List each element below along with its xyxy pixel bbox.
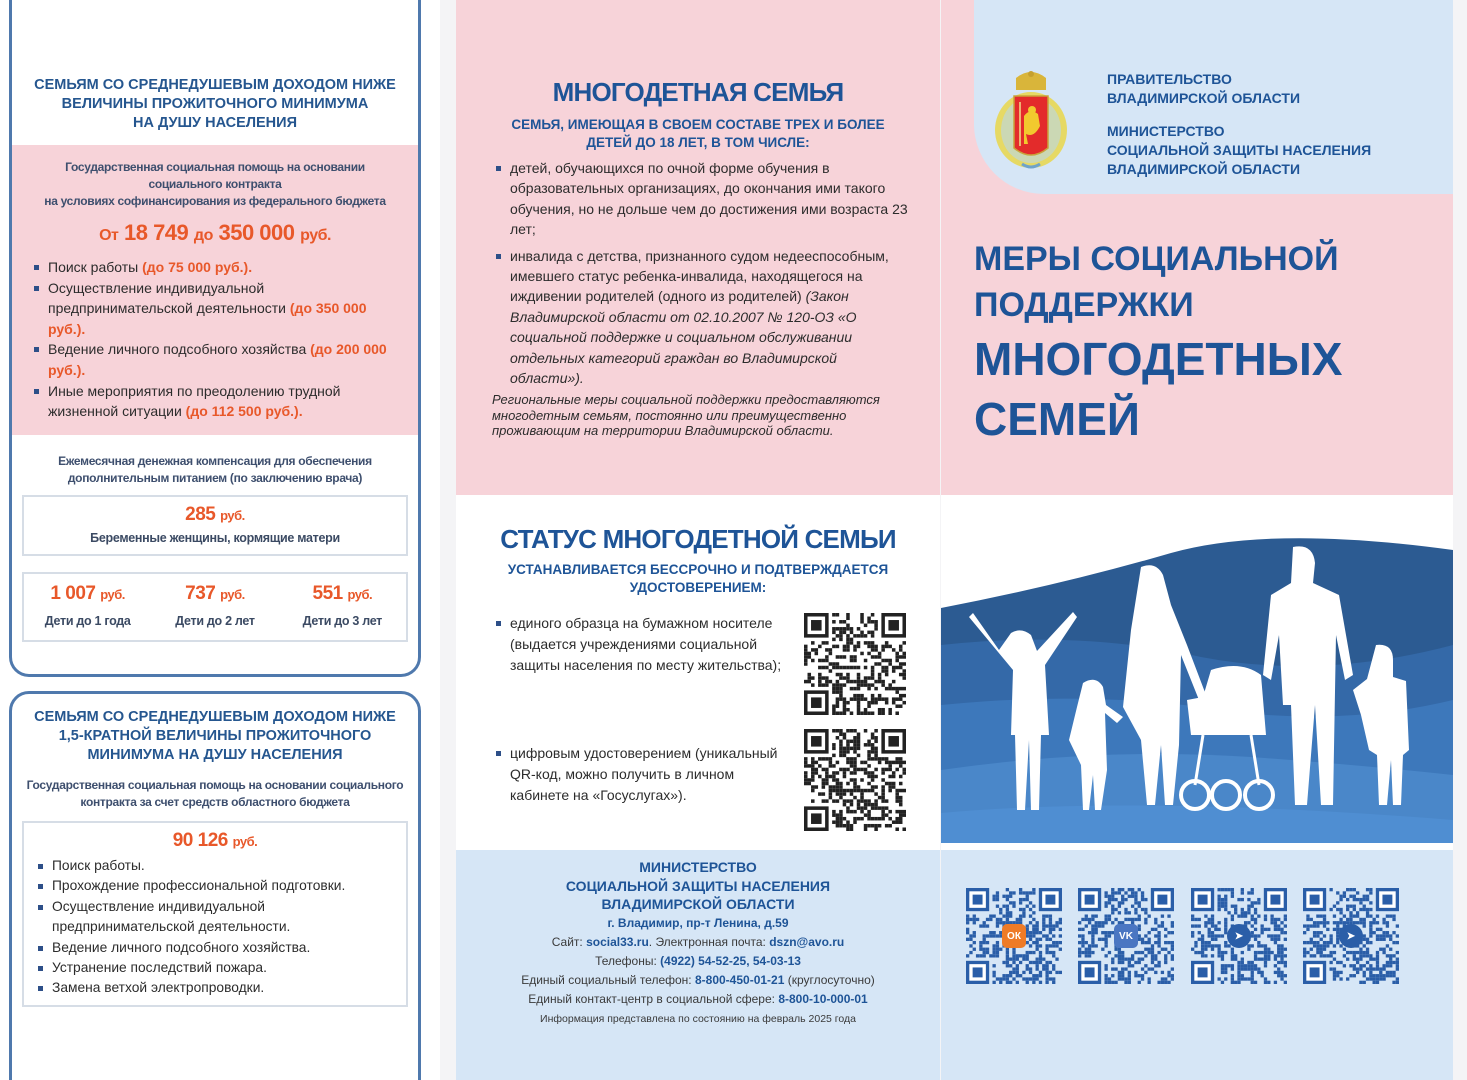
pregnant-compensation-box [22, 495, 408, 556]
item-amount: (до 350 000 руб.) [48, 300, 367, 337]
pregnant-label: Беременные женщины, кормящие матери [90, 531, 340, 545]
compensation-title-line: Ежемесячная денежная компенсация для обеспечения [58, 454, 372, 468]
child-price [50, 582, 124, 607]
list-item: детей, обучающихся по очной форме обучения в образовательных организациях, до окончания ими такого обучения, но не дольше чем до достижения ими возраста 23 лет; [488, 158, 908, 240]
federal-subtitle-line: Государственная социальная помощь на основании [65, 160, 365, 174]
email-link[interactable]: dszn@avo.ru [769, 934, 845, 949]
list-item [26, 257, 404, 278]
range-from-value: 18 749 [123, 220, 189, 245]
child-label: Дети до 1 года [44, 614, 131, 628]
ministry-header-line: МИНИСТЕРСТВО [1107, 123, 1225, 139]
price-currency: руб. [220, 587, 245, 602]
child-compensation [151, 574, 278, 640]
title-line-large: МНОГОДЕТНЫХ [974, 333, 1343, 385]
vladimir-coat-of-arms-icon [994, 68, 1068, 176]
federal-amount-range [12, 218, 418, 251]
card2-title-line: МИНИМУМА НА ДУШУ НАСЕЛЕНИЯ [87, 747, 343, 763]
title-line: ПОДДЕРЖКИ [974, 286, 1194, 324]
telegram-icon: ➤ [1227, 924, 1251, 948]
low-income-card [9, 0, 421, 677]
child-label: Дети до 2 лет [175, 614, 255, 628]
child-price [185, 582, 245, 607]
ministry-name-line: СОЦИАЛЬНОЙ ЗАЩИТЫ НАСЕЛЕНИЯ [565, 877, 831, 894]
social-phone-value[interactable]: 8-800-450-01-21 [694, 972, 785, 987]
government-header [974, 0, 1453, 194]
item-text: Поиск работы [48, 259, 143, 275]
item-amount: (до 200 000 руб.) [48, 341, 387, 378]
regional-contract-box [22, 821, 408, 1007]
compensation-title [12, 453, 418, 487]
site-label: Сайт: [551, 934, 587, 949]
site-email-line [456, 933, 940, 952]
ministry-name-line: МИНИСТЕРСТВО [639, 859, 757, 875]
large-family-definition [456, 0, 940, 495]
regional-measures-list [30, 856, 406, 999]
phones-label: Телефоны: [595, 953, 661, 968]
pregnant-price [185, 503, 245, 528]
info-date-note: Информация представлена по состоянию на февраль 2025 года [540, 1012, 856, 1025]
status-subtitle [456, 561, 940, 597]
price-value: 737 [185, 583, 216, 604]
contact-center-line [456, 990, 940, 1009]
ministry-header-line: ВЛАДИМИРСКОЙ ОБЛАСТИ [1107, 161, 1301, 177]
card2-title-line: 1,5-КРАТНОЙ ВЕЛИЧИНЫ ПРОЖИТОЧНОГО [58, 728, 372, 744]
price-value: 551 [312, 583, 343, 604]
status-subtitle-line: УДОСТОВЕРЕНИЕМ: [629, 580, 767, 595]
ok-icon: ОК [1002, 924, 1026, 948]
list-item: Поиск работы. [30, 856, 406, 876]
family-status-section [456, 495, 940, 850]
telegram-qr[interactable] [1191, 888, 1287, 984]
regional-note: Региональные меры социальной поддержки предоставляются многодетным семьям, постоянно или преимущественно проживающим на территории Владимирской области. [492, 392, 880, 439]
compensation-title-line: дополнительным питанием (по заключению врача) [67, 471, 363, 485]
vkontakte-qr[interactable] [1078, 888, 1174, 984]
income-1-5-card [9, 691, 421, 1080]
list-item [26, 381, 404, 422]
card2-title [12, 708, 418, 765]
range-from-word: От [99, 227, 119, 244]
list-item [26, 339, 404, 380]
federal-measures-list [26, 257, 404, 422]
price-value: 285 [185, 504, 216, 525]
ministry-name-line: ВЛАДИМИРСКОЙ ОБЛАСТИ [601, 896, 795, 912]
contact-center-value[interactable]: 8-800-10-000-01 [778, 991, 868, 1006]
definition-subtitle [456, 116, 940, 152]
child-label: Дети до 3 лет [302, 614, 383, 628]
telegram-qr-2[interactable] [1303, 888, 1399, 984]
contacts-footer [456, 850, 940, 1080]
family-illustration [941, 495, 1453, 850]
list-item: Замена ветхой электропроводки. [30, 978, 406, 998]
item-tail: . [298, 403, 303, 420]
left-panel [0, 0, 440, 1080]
card2-subtitle-line: контракта за счет средств областного бюджета [80, 795, 350, 809]
price-currency: руб. [347, 587, 373, 602]
item-tail: . [81, 361, 86, 378]
price-currency: руб. [232, 834, 258, 849]
paper-certificate [488, 613, 928, 676]
list-item: Прохождение профессиональной подготовки. [30, 876, 406, 896]
list-item: Осуществление индивидуальной предпринимательской деятельности. [30, 897, 406, 938]
digital-certificate [488, 743, 928, 806]
child-price [313, 582, 373, 607]
card2-subtitle-line: Государственная социальная помощь на основании социального [26, 778, 404, 792]
federal-subtitle-line: на условиях софинансирования из федерального бюджета [44, 194, 386, 208]
law-reference: (Закон Владимирской области от 02.10.2007 № 120-ОЗ «О социальной поддержке и социальном обслуживании отдельных категорий граждан во Владимирской области»). [510, 288, 857, 387]
children-compensation-box [22, 572, 408, 642]
definition-subtitle-line: СЕМЬЯ, ИМЕЮЩАЯ В СВОЕМ СОСТАВЕ ТРЕХ И БОЛЕЕ [511, 117, 885, 132]
price-value: 1 007 [50, 583, 96, 604]
family-silhouette-image [941, 495, 1453, 850]
contact-center-label: Единый контакт-центр в социальной сфере: [528, 991, 779, 1006]
list-item [26, 278, 404, 340]
phones-value[interactable]: (4922) 54-52-25, 54-03-13 [660, 953, 801, 968]
card1-title-line: НА ДУШУ НАСЕЛЕНИЯ [132, 115, 297, 131]
email-label: . Электронная почта: [648, 934, 770, 949]
definition-subtitle-line: ДЕТЕЙ ДО 18 ЛЕТ, В ТОМ ЧИСЛЕ: [586, 135, 810, 150]
ministry-header [1107, 122, 1371, 179]
ministry-header-line: СОЦИАЛЬНОЙ ЗАЩИТЫ НАСЕЛЕНИЯ [1107, 142, 1372, 158]
definition-list [488, 158, 908, 388]
title-line: МЕРЫ СОЦИАЛЬНОЙ [974, 240, 1339, 278]
list-item: цифровым удостоверением (уникальный QR-код, можно получить в личном кабинете на «Госуслугах»). [488, 743, 788, 806]
card2-title-line: СЕМЬЯМ СО СРЕДНЕДУШЕВЫМ ДОХОДОМ НИЖЕ [34, 709, 396, 725]
list-item [488, 246, 908, 389]
social-phone-label: Единый социальный телефон: [521, 972, 695, 987]
cover-panel [941, 0, 1453, 495]
item-text: Осуществление индивидуальной предпринимательской деятельности [48, 279, 290, 317]
qr-code-digital[interactable] [804, 729, 906, 831]
qr-code-paper[interactable] [804, 613, 906, 715]
government-name [1107, 70, 1300, 108]
range-to-word: до [193, 227, 213, 244]
odnoklassniki-qr[interactable] [966, 888, 1062, 984]
ministry-name [456, 858, 940, 914]
item-text: Иные мероприятия по преодолению трудной жизненной ситуации [48, 382, 341, 420]
status-subtitle-line: УСТАНАВЛИВАЕТСЯ БЕССРОЧНО И ПОДТВЕРЖДАЕТСЯ [507, 562, 889, 577]
brochure-title [974, 236, 1342, 448]
phones-line [456, 952, 940, 971]
item-tail: . [81, 320, 86, 337]
child-compensation [279, 574, 406, 640]
vk-icon: VK [1114, 924, 1138, 948]
item-text: инвалида с детства, признанного судом недееспособным, имевшего статус ребенка-инвалида, находящегося на иждивении родителей (одного из родителей) [510, 247, 889, 305]
federal-contract-box [12, 145, 418, 435]
social-phone-note: (круглосуточно) [784, 972, 875, 987]
card1-title-line: СЕМЬЯМ СО СРЕДНЕДУШЕВЫМ ДОХОДОМ НИЖЕ [34, 77, 396, 93]
card1-title [12, 76, 418, 145]
child-compensation [24, 574, 151, 640]
item-tail: . [248, 259, 253, 275]
price-value: 90 126 [172, 830, 228, 851]
card2-subtitle [12, 777, 418, 811]
price-currency: руб. [100, 587, 125, 602]
list-item: Ведение личного подсобного хозяйства. [30, 938, 406, 958]
site-link[interactable]: social33.ru [586, 934, 649, 949]
item-amount: (до 75 000 руб.) [142, 259, 249, 275]
range-to-value: 350 000 [218, 220, 295, 245]
telegram-icon: ➤ [1339, 924, 1363, 948]
definition-title: МНОГОДЕТНАЯ СЕМЬЯ [552, 77, 844, 107]
federal-subtitle-line: социального контракта [148, 177, 282, 191]
range-currency: руб. [300, 227, 331, 244]
list-item: единого образца на бумажном носителе (выдается учреждениями социальной защиты населения по месту жительства); [488, 613, 788, 676]
federal-subtitle [12, 159, 418, 210]
title-line-large: СЕМЕЙ [974, 393, 1140, 445]
government-name-line: ПРАВИТЕЛЬСТВО [1107, 71, 1232, 87]
address: г. Владимир, пр-т Ленина, д.59 [607, 915, 789, 930]
list-item: Устранение последствий пожара. [30, 958, 406, 978]
regional-amount [24, 829, 406, 854]
social-links-footer [941, 850, 1453, 1080]
government-name-line: ВЛАДИМИРСКОЙ ОБЛАСТИ [1107, 90, 1301, 106]
card1-title-line: ВЕЛИЧИНЫ ПРОЖИТОЧНОГО МИНИМУМА [61, 96, 369, 112]
price-currency: руб. [220, 508, 245, 523]
item-amount: (до 112 500 руб.) [185, 403, 299, 420]
status-title: СТАТУС МНОГОДЕТНОЙ СЕМЬИ [500, 524, 896, 554]
social-phone-line [456, 971, 940, 990]
item-text: Ведение личного подсобного хозяйства [48, 341, 311, 358]
